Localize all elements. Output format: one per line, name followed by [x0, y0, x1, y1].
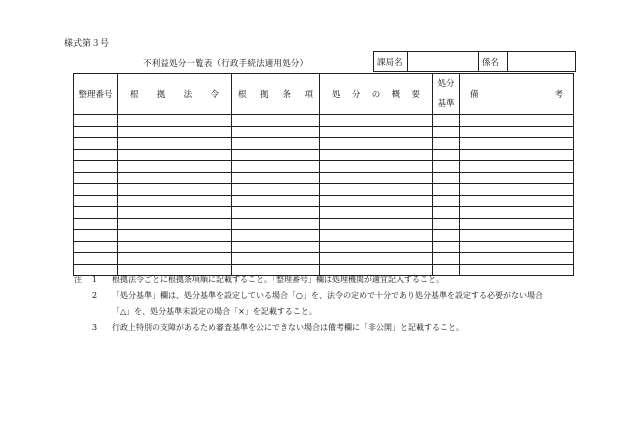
table-row: [74, 161, 574, 173]
table-cell[interactable]: [74, 138, 118, 150]
table-cell[interactable]: [232, 207, 320, 219]
table-row: [74, 149, 574, 161]
table-cell[interactable]: [118, 126, 232, 138]
table-cell[interactable]: [74, 172, 118, 184]
note-item-1: 注 1 根拠法令ごとに根拠条項順に記載すること。「整理番号」欄は処理機関が適宜記入すること。: [74, 272, 592, 288]
table-cell[interactable]: [433, 195, 460, 207]
department-field[interactable]: [408, 52, 479, 72]
table-cell[interactable]: [320, 184, 433, 196]
department-label: 課局名: [374, 52, 408, 72]
table-cell[interactable]: [320, 126, 433, 138]
table-cell[interactable]: [460, 138, 574, 150]
table-cell[interactable]: [118, 184, 232, 196]
table-cell[interactable]: [460, 230, 574, 242]
table-cell[interactable]: [118, 253, 232, 265]
table-cell[interactable]: [433, 241, 460, 253]
table-cell[interactable]: [232, 230, 320, 242]
info-table: [373, 51, 576, 72]
table-cell[interactable]: [320, 218, 433, 230]
table-cell[interactable]: [320, 195, 433, 207]
table-cell[interactable]: [433, 184, 460, 196]
table-cell[interactable]: [433, 207, 460, 219]
document-title: 不利益処分一覧表（行政手続法適用処分）: [143, 59, 309, 69]
table-cell[interactable]: [118, 218, 232, 230]
table-cell[interactable]: [74, 161, 118, 173]
section-label: 係名: [479, 52, 508, 72]
header-shobun-kijun: 処分 基準: [433, 74, 460, 115]
table-row: [74, 230, 574, 242]
table-cell[interactable]: [460, 149, 574, 161]
disposition-table: [73, 73, 574, 276]
notes-section: [74, 272, 592, 336]
table-cell[interactable]: [232, 161, 320, 173]
table-cell[interactable]: [320, 138, 433, 150]
table-cell[interactable]: [433, 161, 460, 173]
table-cell[interactable]: [460, 218, 574, 230]
header-bikou: 備 考: [460, 74, 574, 115]
table-cell[interactable]: [433, 149, 460, 161]
form-number: 様式第３号: [64, 39, 110, 49]
table-cell[interactable]: [74, 207, 118, 219]
table-cell[interactable]: [460, 115, 574, 127]
table-cell[interactable]: [232, 115, 320, 127]
note-item-2: 2 「処分基準」欄は、処分基準を設定している場合「○」を、法令の定めで十分であり処分基準を設定する必要がない場合: [92, 291, 543, 300]
table-cell[interactable]: [74, 253, 118, 265]
table-cell[interactable]: [232, 184, 320, 196]
header-konkyo-joukou: 根 拠 条 項: [232, 74, 320, 115]
table-cell[interactable]: [460, 126, 574, 138]
table-cell[interactable]: [118, 149, 232, 161]
table-cell[interactable]: [74, 115, 118, 127]
table-cell[interactable]: [320, 253, 433, 265]
table-cell[interactable]: [433, 115, 460, 127]
table-cell[interactable]: [74, 149, 118, 161]
table-row: [74, 195, 574, 207]
table-cell[interactable]: [232, 195, 320, 207]
table-cell[interactable]: [232, 218, 320, 230]
table-cell[interactable]: [460, 207, 574, 219]
table-cell[interactable]: [118, 207, 232, 219]
table-cell[interactable]: [118, 138, 232, 150]
table-cell[interactable]: [460, 161, 574, 173]
table-row: [74, 126, 574, 138]
table-cell[interactable]: [460, 184, 574, 196]
table-row: [74, 241, 574, 253]
table-cell[interactable]: [433, 253, 460, 265]
table-cell[interactable]: [232, 126, 320, 138]
table-row: [74, 253, 574, 265]
notes-label: 注: [74, 275, 82, 284]
table-row: [74, 184, 574, 196]
table-row: [74, 172, 574, 184]
header-shobun-gaiyou: 処 分 の 概 要: [320, 74, 433, 115]
table-row: [74, 218, 574, 230]
section-field[interactable]: [508, 52, 576, 72]
table-cell[interactable]: [118, 230, 232, 242]
table-cell[interactable]: [320, 149, 433, 161]
table-cell[interactable]: [320, 207, 433, 219]
table-cell[interactable]: [74, 218, 118, 230]
table-cell[interactable]: [74, 241, 118, 253]
header-konkyo-hourei: 根 拠 法 令: [118, 74, 232, 115]
table-cell[interactable]: [320, 115, 433, 127]
table-cell[interactable]: [320, 172, 433, 184]
note-item-2-cont: 「△」を、処分基準未設定の場合「×」を記載すること。: [112, 307, 317, 316]
note-item-3: 3 行政上特別の支障があるため審査基準を公にできない場合は備考欄に「非公開」と記載すること。: [92, 323, 464, 332]
table-cell[interactable]: [433, 218, 460, 230]
table-cell[interactable]: [74, 195, 118, 207]
table-cell[interactable]: [118, 172, 232, 184]
table-cell[interactable]: [232, 149, 320, 161]
table-cell[interactable]: [433, 126, 460, 138]
table-cell[interactable]: [433, 138, 460, 150]
table-cell[interactable]: [320, 161, 433, 173]
table-cell[interactable]: [232, 138, 320, 150]
table-cell[interactable]: [460, 241, 574, 253]
table-cell[interactable]: [433, 230, 460, 242]
table-cell[interactable]: [232, 172, 320, 184]
header-row: [74, 74, 574, 115]
header-seiri: 整理番号: [74, 74, 118, 115]
table-row: [74, 138, 574, 150]
table-cell[interactable]: [433, 172, 460, 184]
table-row: [74, 207, 574, 219]
table-cell[interactable]: [118, 161, 232, 173]
table-cell[interactable]: [118, 241, 232, 253]
table-cell[interactable]: [232, 253, 320, 265]
table-cell[interactable]: [232, 241, 320, 253]
table-cell[interactable]: [118, 195, 232, 207]
table-cell[interactable]: [74, 126, 118, 138]
table-cell[interactable]: [460, 172, 574, 184]
table-cell[interactable]: [460, 253, 574, 265]
table-cell[interactable]: [320, 241, 433, 253]
table-row: [74, 115, 574, 127]
table-cell[interactable]: [118, 115, 232, 127]
table-cell[interactable]: [320, 230, 433, 242]
table-cell[interactable]: [74, 184, 118, 196]
table-cell[interactable]: [74, 230, 118, 242]
table-cell[interactable]: [460, 195, 574, 207]
